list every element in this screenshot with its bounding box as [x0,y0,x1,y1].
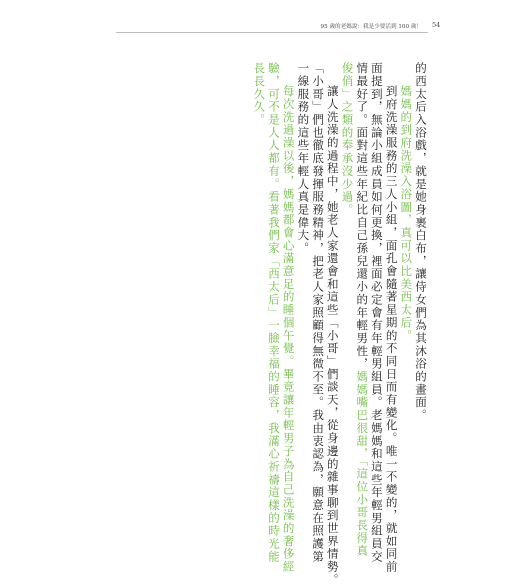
text-line: 每次洗過澡以後，媽媽都會心滿意足的睡個午覺。畢竟讓年輕男子為自己洗澡的奢侈經 [281,85,296,574]
running-header: 95 歲的老媽說：我是少要活到 100 歲！ [320,24,422,30]
paragraph-2-highlight [399,62,414,462]
paragraph-3 [340,62,399,574]
text-line: 面提到，無論小組成員如何更換，裡面必定會有年輕男組員。老媽媽和這些年輕男組員交 [369,62,384,564]
text-line [354,62,370,558]
text-line: 到府洗澡服務的三人小組，面孔會隨著星期的不同日而有變化。唯一不變的，就如同前 [384,85,399,574]
highlight-segment: 媽媽嘴巴很甜，「這位小哥長得真 [355,370,370,558]
text-line: 「小哥」們也徹底發揮服務精神，把老人家照顧得無微不至。我由衷認為，願意在照護第 [311,62,326,564]
text-line: 驗，可不是人人都有。看著我們家「西太后」一臉幸福的睡容，我滿心祈禱這樣的時光能 [266,62,281,564]
text-line: 的西太后入浴戲，就是她身裹白布，讓侍女們為其沐浴的畫面。 [414,62,428,422]
body-text [98,62,428,586]
paragraph-1 [413,62,428,462]
paragraph-5-highlight [252,62,296,574]
text-line: 一線服務的這些年輕人真是偉大。 [296,62,311,255]
text-segment: 情最好了。面對這些年紀比自己孫兒還小的年輕男性， [355,62,370,371]
text-line: 長長久久。 [252,62,267,127]
text-line: 媽媽的到府洗澡入浴圖，真可以比美西太后。 [399,85,414,342]
header-rule [116,32,428,33]
paragraph-4 [296,62,340,586]
text-line: 俊俏」之類的奉承沒少過。 [340,62,355,217]
text-line: 讓人洗澡的過程中，她老人家還會和這些「小哥」們談天，從身邊的雜事聊到世界情勢。 [325,85,340,586]
page-number: 54 [432,21,441,29]
